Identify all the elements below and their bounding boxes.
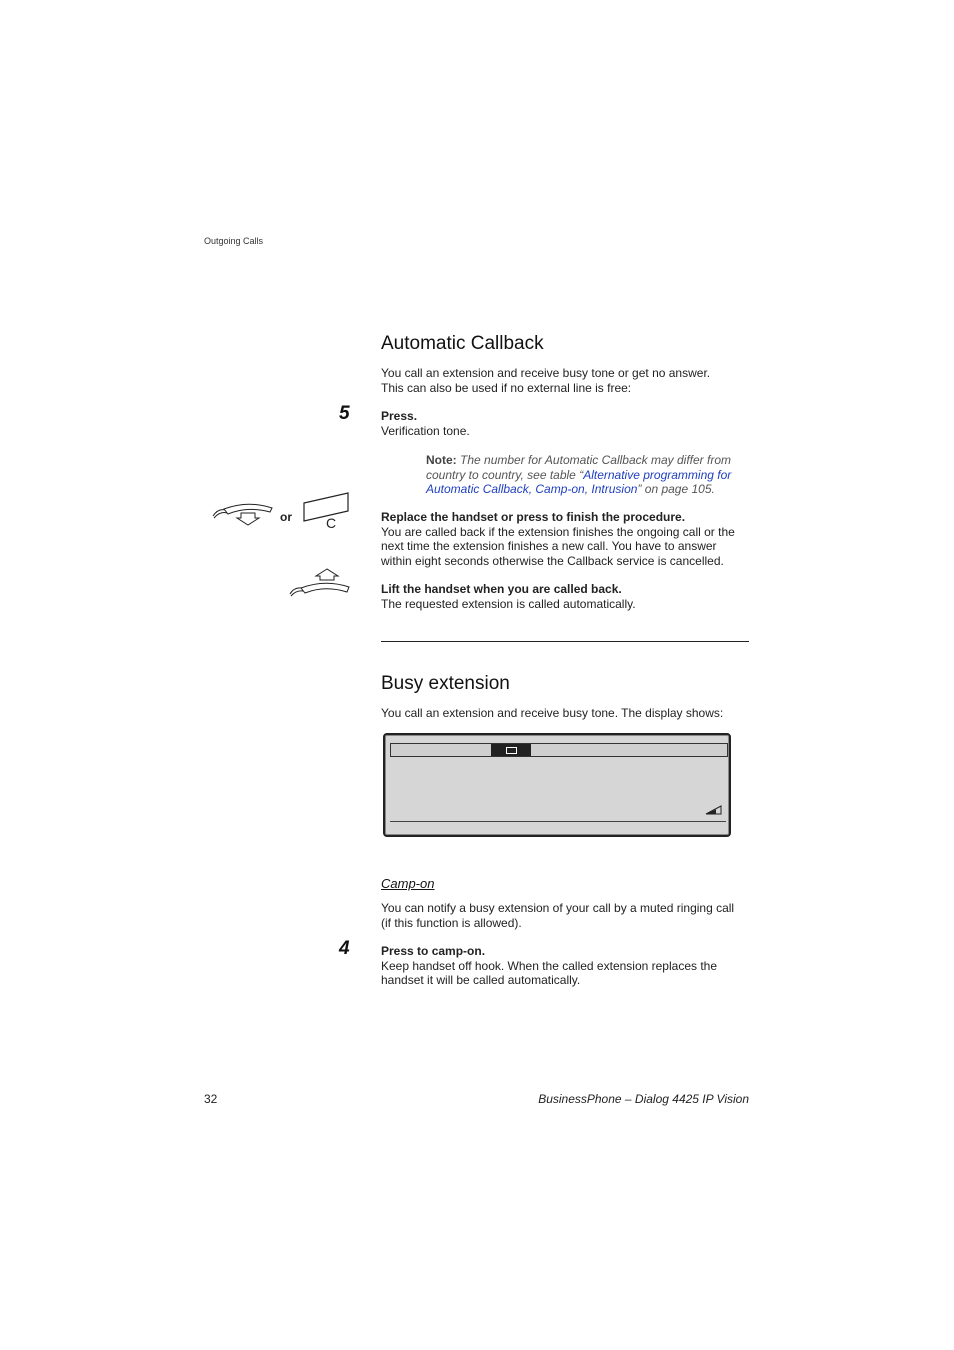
section-divider xyxy=(381,641,749,642)
note-link-2[interactable]: Automatic Callback, Camp-on, Intrusion xyxy=(426,482,638,496)
handset-up-icon xyxy=(287,567,353,599)
display-tab xyxy=(491,744,531,756)
section-title-automatic-callback: Automatic Callback xyxy=(381,333,544,354)
phone-display xyxy=(383,733,731,837)
or-label: or xyxy=(280,510,292,524)
mail-icon xyxy=(506,747,517,754)
key-4: 4 xyxy=(339,938,350,959)
step-press: Press. Verification tone. xyxy=(381,409,470,438)
note: Note: The number for Automatic Callback may differ from country to country, see table “Alternative programming for Automatic Callback, Camp-on, Intrusion” on page 105. xyxy=(426,453,732,496)
key-5: 5 xyxy=(339,403,350,424)
clear-key-label: C xyxy=(326,515,337,531)
running-head: Outgoing Calls xyxy=(204,236,264,246)
display-status-bar xyxy=(390,743,728,757)
section-title-busy-extension: Busy extension xyxy=(381,673,510,694)
subsection-title-camp-on: Camp-on xyxy=(381,876,435,891)
clear-key-icon xyxy=(302,491,352,531)
note-link-1[interactable]: Alternative programming for xyxy=(583,467,732,482)
product-name: BusinessPhone – Dialog 4425 IP Vision xyxy=(538,1092,749,1106)
callback-intro: You call an extension and receive busy tone or get no answer. This can also be used if no external line is free: xyxy=(381,366,711,395)
step-replace-handset: Replace the handset or press to finish the procedure. You are called back if the extension finishes the ongoing call or the next time the extension finishes a new call. You have to answer within eight seconds otherwise the Callback service is cancelled. xyxy=(381,510,735,568)
signal-icon xyxy=(705,805,723,815)
busy-intro: You call an extension and receive busy tone. The display shows: xyxy=(381,706,724,720)
handset-down-icon xyxy=(210,500,276,528)
display-bottom-line xyxy=(390,821,726,822)
step-camp-on: Press to camp-on. Keep handset off hook. When the called extension replaces the handset it will be called automatically. xyxy=(381,944,718,987)
step-lift-handset: Lift the handset when you are called back. The requested extension is called automatically. xyxy=(381,582,636,611)
note-label: Note: xyxy=(426,453,457,467)
page-number: 32 xyxy=(204,1092,218,1106)
campon-intro: You can notify a busy extension of your call by a muted ringing call (if this function is allowed). xyxy=(381,901,735,930)
